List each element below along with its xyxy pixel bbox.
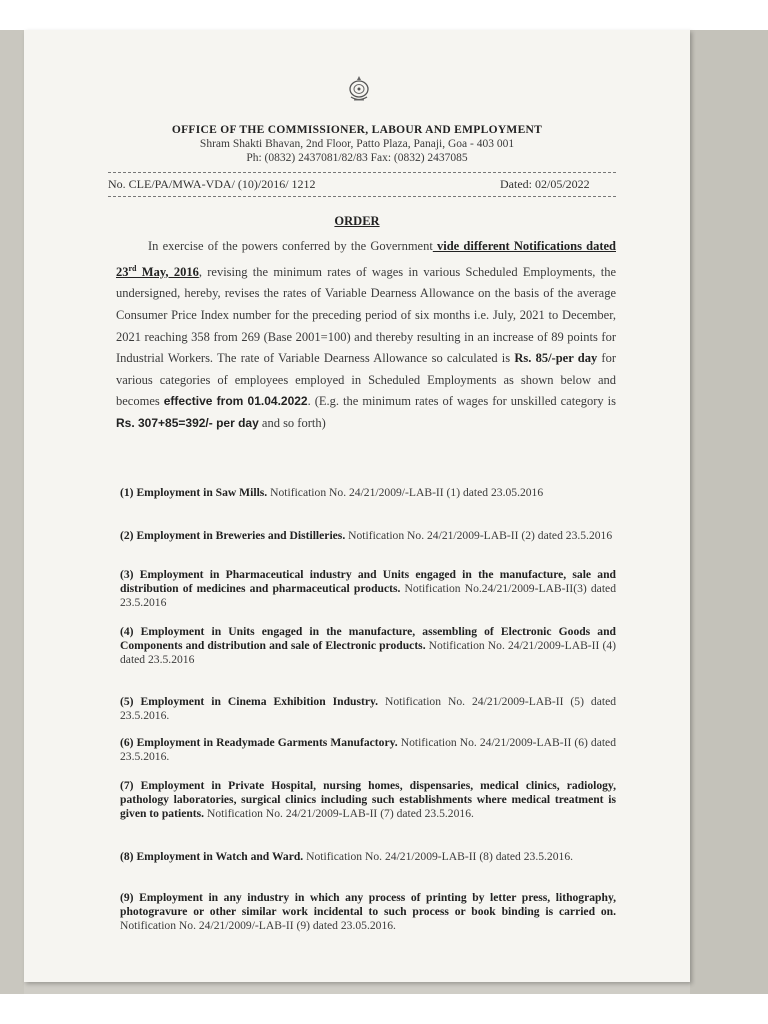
employment-item: (5) Employment in Cinema Exhibition Industry. Notification No. 24/21/2009-LAB-II (5) dated 23.5.2016. <box>120 695 617 722</box>
employment-item: (9) Employment in any industry in which any process of printing by letter press, lithography, photogravure or other similar work incidental to such process or book binding is carried on. Notification No. 24/21/2009/-LAB-II (9) dated 23.05.2016. <box>120 891 617 932</box>
office-phone-fax: Ph: (0832) 2437081/82/83 Fax: (0832) 2437085 <box>246 152 468 164</box>
effective-date: effective from 01.04.2022 <box>163 394 308 409</box>
employment-item: (3) Employment in Pharmaceutical industry and Units engaged in the manufacture, sale and distribution of medicines and pharmaceutical products. Notification No.24/21/2009-LAB-II(3) dated 23.5.2016 <box>120 568 616 609</box>
employment-item: (2) Employment in Breweries and Distilleries. Notification No. 24/21/2009-LAB-II (2) dated 23.5.2016 <box>120 529 613 542</box>
background-left <box>0 30 24 994</box>
employment-item: (6) Employment in Readymade Garments Manufactory. Notification No. 24/21/2009-LAB-II (6) dated 23.5.2016. <box>120 736 616 763</box>
state-emblem-icon <box>346 74 372 104</box>
employment-item: (8) Employment in Watch and Ward. Notification No. 24/21/2009-LAB-II (8) dated 23.5.2016. <box>120 850 574 863</box>
notification-reference: vide different Notifications dated 23rd May, 2016 <box>116 239 616 279</box>
vda-rate: Rs. 85/-per day <box>514 351 598 366</box>
employment-item: (1) Employment in Saw Mills. Notification No. 24/21/2009/-LAB-II (1) dated 23.05.2016 <box>120 486 544 499</box>
order-paragraph: In exercise of the powers conferred by the Government vide different Notifications dated 23rd May, 2016, revising the minimum rates of wages in various Scheduled Employments, the undersigned, hereby, revises the rates of Variable Dearness Allowance on the basis of the average Consumer Price Index number for the preceding period of six months i.e. July, 2021 to December, 2021 reaching 358 from 269 (Base 2001=100) and thereby resulting in an increase of 89 points for Industrial Workers. The rate of Variable Dearness Allowance so calculated is Rs. 85/-per day for various categories of employees employed in Scheduled Employments as shown below and becomes effective from 01.04.2022. (E.g. the minimum rates of wages for unskilled category is Rs. 307+85=392/- per day and so forth) <box>116 239 616 430</box>
employment-item: (4) Employment in Units engaged in the manufacture, assembling of Electronic Goods and Components and distribution and sale of Electronic products. Notification No. 24/21/2009-LAB-II (4) dated 23.5.2016 <box>120 625 616 666</box>
separator-line <box>108 172 616 173</box>
separator-line <box>108 196 616 197</box>
background-right <box>690 30 768 994</box>
order-heading: ORDER <box>334 214 380 228</box>
employment-item: (7) Employment in Private Hospital, nursing homes, dispensaries, medical clinics, radiology, pathology laboratories, surgical clinics including such establishments where medical treatment is given to patients. Notification No. 24/21/2009-LAB-II (7) dated 23.5.2016. <box>120 779 616 820</box>
top-margin <box>0 0 768 30</box>
wage-example: Rs. 307+85=392/- per day <box>116 415 259 430</box>
reference-number: No. CLE/PA/MWA-VDA/ (10)/2016/ 1212 <box>108 177 316 191</box>
bottom-margin <box>0 994 768 1024</box>
office-title: OFFICE OF THE COMMISSIONER, LABOUR AND EMPLOYMENT <box>171 124 543 136</box>
office-address: Shram Shakti Bhavan, 2nd Floor, Patto Plaza, Panaji, Goa - 403 001 <box>199 138 515 150</box>
order-date: Dated: 02/05/2022 <box>500 177 590 191</box>
document-page <box>24 30 690 982</box>
